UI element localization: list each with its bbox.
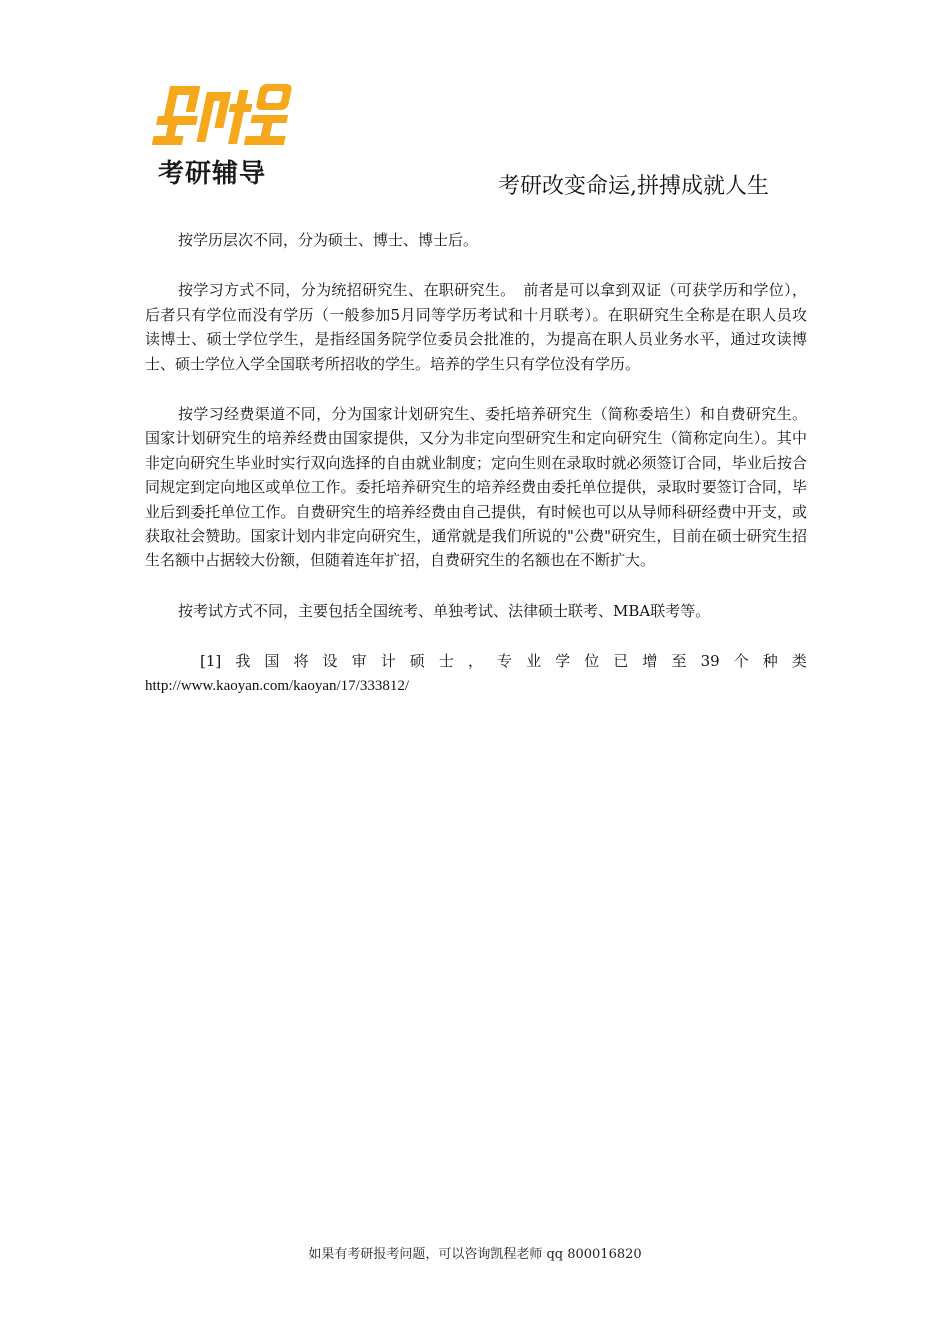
reference-title-char: 业 <box>526 652 542 671</box>
reference-title-char: 国 <box>264 652 280 671</box>
kaicheng-logo-mark <box>150 78 300 158</box>
page-header <box>0 0 950 215</box>
reference-title-char: 设 <box>322 652 338 671</box>
reference-title-char: 位 <box>584 652 600 671</box>
reference-url[interactable]: http://www.kaoyan.com/kaoyan/17/333812/ <box>145 677 409 694</box>
reference-title-char: 审 <box>351 652 367 671</box>
paragraph-funding-channel: 按学习经费渠道不同，分为国家计划研究生、委托培养研究生（简称委培生）和自费研究生。国家计划研究生的培养经费由国家提供，又分为非定向型研究生和定向研究生（简称定向生）。其中非定向研究生毕业时实行双向选择的自由就业制度；定向生则在录取时就必须签订合同，毕业后按合同规定到定向地区或单位工作。委托培养研究生的培养经费由委托单位提供，录取时要签订合同，毕业后到委托单位工作。自费研究生的培养经费由自己提供，有时候也可以从导师科研经费中开支，或获取社会赞助。国家计划内非定向研究生，通常就是我们所说的"公费"研究生，目前在硕士研究生招生名额中占据较大份额，但随着连年扩招，自费研究生的名额也在不断扩大。 <box>145 405 807 570</box>
reference-title-char: 计 <box>380 652 396 671</box>
reference-title-char: 硕 <box>409 652 425 671</box>
header-slogan: 考研改变命运,拼搏成就人生 <box>498 174 769 199</box>
paragraph-degree-level: 按学历层次不同，分为硕士、博士、博士后。 <box>178 231 479 249</box>
reference-title-char: 至 <box>671 652 687 671</box>
reference <box>145 649 807 698</box>
reference-title-char: 39 <box>700 652 720 671</box>
reference-title-char: 已 <box>613 652 629 671</box>
paragraph-exam-type: 按考试方式不同，主要包括全国统考、单独考试、法律硕士联考、MBA联考等。 <box>178 601 711 620</box>
reference-title-char: 学 <box>555 652 571 671</box>
reference-title-char: 种 <box>762 652 778 671</box>
reference-title-char: ， <box>467 652 483 671</box>
reference-title-char: 类 <box>791 652 807 671</box>
reference-title-char: 专 <box>497 652 513 671</box>
reference-title-char: 将 <box>293 652 309 671</box>
logo-caption: 考研辅导 <box>158 159 267 189</box>
kaicheng-logo <box>150 78 300 198</box>
reference-title-char: 士 <box>438 652 454 671</box>
paragraph-study-mode: 按学习方式不同，分为统招研究生、在职研究生。 前者是可以拿到双证（可获学历和学位），后者只有学位而没有学历（一般参加5月同等学历考试和十月联考）。在职研究生全称是在职人员攻读博士、硕士学位学生，是指经国务院学位委员会批准的，为提高在职人员业务水平，通过攻读博士、硕士学位入学全国联考所招收的学生。培养的学生只有学位没有学历。 <box>145 281 807 373</box>
reference-title-line <box>145 649 807 673</box>
reference-title-char: 我 <box>235 652 251 671</box>
page-footer: 如果有考研报考问题，可以咨询凯程老师 qq 800016820 <box>308 1247 642 1262</box>
reference-title-char: 增 <box>642 652 658 671</box>
reference-marker: [1] <box>200 652 222 671</box>
document-body <box>145 228 807 698</box>
reference-title-char: 个 <box>733 652 749 671</box>
